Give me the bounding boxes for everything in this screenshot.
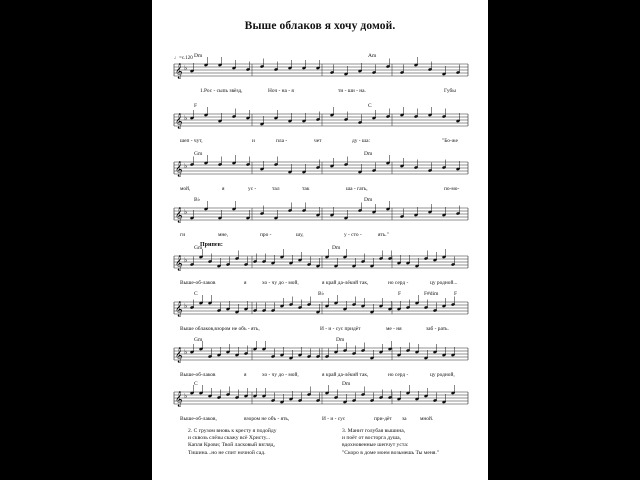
lyric-syllable: Выше-об-лаков, [180, 416, 217, 422]
treble-clef-icon: 𝄞 [175, 392, 183, 407]
treble-clef-icon: 𝄞 [175, 114, 183, 129]
chord-symbol: B♭ [318, 291, 325, 297]
tempo-marking: ♩=c.120 [174, 56, 193, 61]
lyric-syllable: но серд - [388, 280, 409, 286]
chord-symbol: C [368, 103, 372, 109]
lyric-syllable: ус - [248, 186, 257, 192]
flat-key-icon: ♭ [184, 114, 188, 122]
chord-symbol: Dm [364, 197, 373, 203]
lyric-syllable: И - и - сус придёт [320, 326, 361, 332]
chord-symbol: Dm [342, 381, 351, 387]
lyric-syllable: я [222, 186, 225, 192]
lyric-syllable: хо - чу до - мой, [262, 280, 299, 286]
lyric-syllable: заб - рать. [426, 326, 449, 332]
treble-clef-icon: 𝄞 [175, 64, 183, 79]
lyric-syllable: Губы [444, 88, 456, 94]
staff-system-6 [152, 296, 488, 326]
chord-symbol: Dm [194, 53, 203, 59]
lyric-syllable: мне, [218, 232, 229, 238]
treble-clef-icon: 𝄞 [175, 208, 183, 223]
lyric-syllable: так [302, 186, 310, 192]
staff-system-4 [152, 202, 488, 232]
lyric-syllable: я край да-лёкий так, [322, 280, 369, 286]
treble-clef-icon: 𝄞 [175, 302, 183, 317]
flat-key-icon: ♭ [184, 392, 188, 400]
song-title: Выше облаков я хочу домой. [244, 20, 396, 32]
lyric-syllable: И - и - сус [322, 416, 346, 422]
staff-system-2 [152, 108, 488, 138]
lyric-syllable: взором не объ - ять, [244, 416, 290, 422]
flat-key-icon: ♭ [184, 348, 188, 356]
chord-symbol: F [454, 291, 458, 297]
lyric-syllable: чет [314, 138, 322, 144]
chord-symbol: F [194, 103, 198, 109]
chord-symbol: F [398, 291, 402, 297]
chord-symbol: C [194, 381, 198, 387]
lyric-syllable: мой, [180, 186, 191, 192]
lyric-syllable: ме - ня [386, 326, 402, 332]
lyric-syllable: цу родной, [430, 372, 455, 378]
chord-symbol: F#dim [424, 291, 439, 297]
chord-symbol: Dm [364, 151, 373, 157]
lyric-syllable: при-дёт [374, 416, 392, 422]
chord-symbol: B♭ [194, 197, 201, 203]
lyric-syllable: ять." [378, 232, 389, 238]
lyric-syllable: мной. [420, 416, 434, 422]
lyric-syllable: ти - ши - на. [338, 88, 366, 94]
lyric-syllable: "Бо-же [442, 138, 458, 144]
lyric-syllable: Ноч - на - я [268, 88, 294, 94]
chord-symbol: Am [368, 53, 377, 59]
lyric-syllable: у - сто - [344, 232, 362, 238]
chord-symbol: Gm [194, 245, 203, 251]
staff-system-8 [152, 386, 488, 416]
lyric-syllable: я [244, 280, 247, 286]
lyric-syllable: я край да-лёкий так, [322, 372, 369, 378]
verse-2-text: 2. С грузом вновь к кресту я подойду и сквозь слёзы скажу всё Христу... Капля Крови; Твой ласковый взгляд, Тишина...но не спит ночной сад. [188, 428, 277, 456]
lyric-syllable: Выше-об-лаков [180, 280, 216, 286]
flat-key-icon: ♭ [184, 208, 188, 216]
lyric-syllable: шеп - чут, [180, 138, 203, 144]
lyric-syllable: ша - гать, [346, 186, 368, 192]
sheet-music-page [152, 0, 488, 480]
staff-system-5 [152, 250, 488, 280]
flat-key-icon: ♭ [184, 302, 188, 310]
lyric-syllable: 1.Рос - сыпь звёзд, [200, 88, 243, 94]
chord-symbol: Dm [336, 337, 345, 343]
chord-symbol: Gm [194, 151, 203, 157]
treble-clef-icon: 𝄞 [175, 162, 183, 177]
lyric-syllable: про - [260, 232, 272, 238]
lyric-syllable: но серд - [388, 372, 409, 378]
flat-key-icon: ♭ [184, 162, 188, 170]
lyric-syllable: по-мо- [444, 186, 460, 192]
lyric-syllable: и [252, 138, 255, 144]
lyric-syllable: пла - [276, 138, 288, 144]
lyric-syllable: я [244, 372, 247, 378]
flat-key-icon: ♭ [184, 256, 188, 264]
lyric-syllable: тал [272, 186, 280, 192]
staff-system-1 [152, 58, 488, 88]
treble-clef-icon: 𝄞 [175, 256, 183, 271]
refrain-label: Припев: [200, 242, 223, 248]
flat-key-icon: ♭ [184, 64, 188, 72]
verse-3-text: 3. Манит голубая вышина, и поёт от восторга душа, вдохновенные шепчут уста: "Скоро в доме моем возьмешь Ты меня." [342, 428, 440, 456]
treble-clef-icon: 𝄞 [175, 348, 183, 363]
lyric-syllable: шу, [296, 232, 304, 238]
lyric-syllable: за [402, 416, 407, 422]
lyric-syllable: хо - чу до - мой, [262, 372, 299, 378]
chord-symbol: Dm [332, 245, 341, 251]
lyric-syllable: Выше облаков,взором не объ - ять, [180, 326, 260, 332]
lyric-syllable: цу родной... [430, 280, 458, 286]
staff-system-3 [152, 156, 488, 186]
staff-system-7 [152, 342, 488, 372]
lyric-syllable: ду - ша: [352, 138, 370, 144]
lyric-syllable: ги [180, 232, 186, 238]
chord-symbol: C [194, 291, 198, 297]
chord-symbol: Gm [194, 337, 203, 343]
lyric-syllable: Выше-об-лаков [180, 372, 216, 378]
